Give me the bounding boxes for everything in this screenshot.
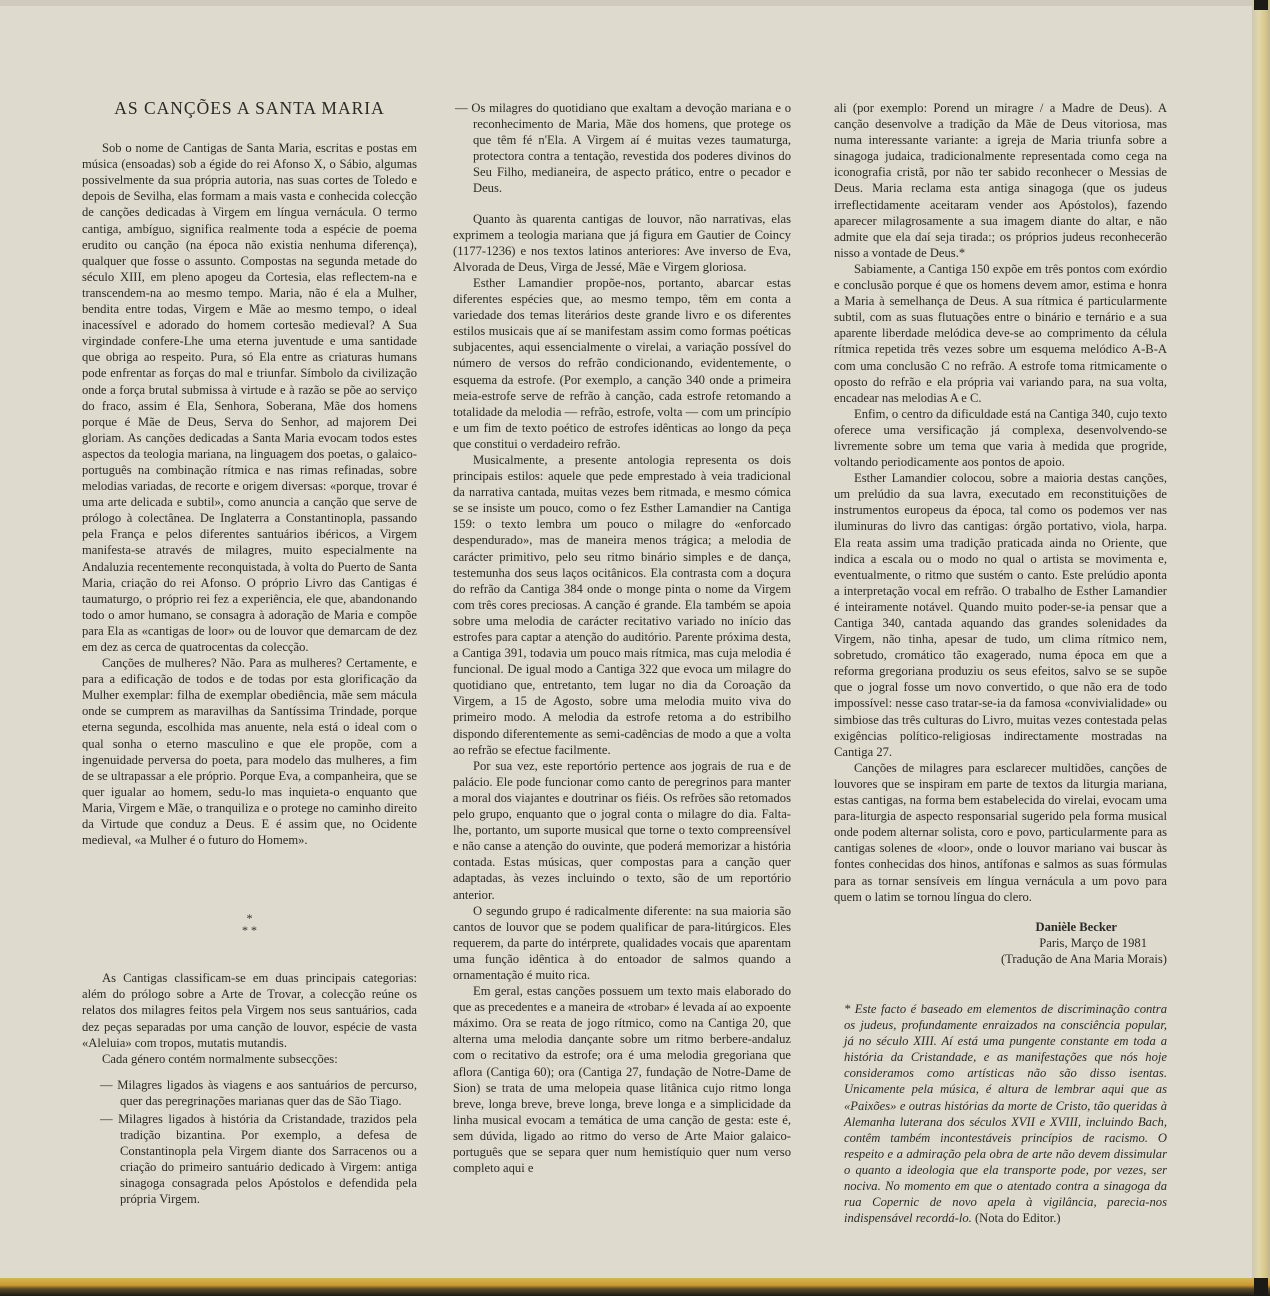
author-name: Danièle Becker (1035, 919, 1117, 934)
footnote-text: * Este facto é baseado em elementos de discriminação contra os judeus, profundamente enraizados na consciência popular, já no século XIII. Aí está uma pungente constante em toda a história da Cristandade, e as manifestações que nós hoje consideramos como artísticas não são disso isentas. Unicamente pela música, é altura de lembrar aqui que as «Paixões» e outras histórias da morte de Cristo, tão queridas à Alemanha luterana dos séculos XVII e XVIII, incluindo Bach, contêm também incontestáveis princípios de racismo. O respeito e a admiração pela obra de arte não devem dissimular o quanto a ideologia que ela transporte pode, por vezes, ser nociva. No momento em que o atentado contra a sinagoga da rua Copernic de novo apela à vigilância, parecia-nos indispensável recordá-lo. (844, 1001, 1167, 1226)
paragraph: Esther Lamandier propõe-nos, portanto, abarcar estas diferentes espécies que, ao mesmo tempo, têm em conta a variedade dos temas literários deste grande livro e os diferentes estilos musicais que aí se manifestam assim como formas poéticas subjacentes, aqui essencialmente o virelai, a variação possível do número de versos do refrão condicionando, evidentemente, o esquema da estrofe. (Por exemplo, a canção 340 onde a primeira meia-estrofe serve de refrão à canção, cada estrofe retomando a totalidade da melodia — refrão, estrofe, volta — com um princípio e um fim de texto poético de estrofes idênticas ao longo da peça que constitui o verdadeiro refrão. (453, 275, 791, 451)
paragraph: Musicalmente, a presente antologia representa os dois principais estilos: aquele que pede emprestado à veia tradicional da narrativa cantada, muitas vezes bem ritmada, e mesmo cómica se se insiste um pouco, como o fez Esther Lamandier na Cantiga 159: o texto lembra um pouco o milagre do «enforcado despendurado», mas de maneira menos trágica; a melodia de carácter primitivo, pelo seu ritmo binário simples e de dança, testemunha dos seus laços ocitânicos. Ela contrasta com a doçura do refrão da Cantiga 384 onde o monge pinta o nome da Virgem com três cores preciosas. A canção é grande. Ela também se apoia sobre uma melodia de carácter recitativo variado no início das estrofes para captar a atenção do auditório. Parente próxima desta, a Cantiga 391, todavia um pouco mais rítmica, mas cuja melodia é funcional. De igual modo a Cantiga 322 que evoca um milagre do quotidiano que, entretanto, tem lugar no dia da Coroação da Virgem, a 15 de Agosto, sobre uma melodia muito viva do primeiro modo. A melodia da estrofe retoma a do estribilho dispondo diferentemente as semi-cadências de modo a que a volta ao refrão se efectue facilmente. (453, 452, 791, 757)
paragraph: Quanto às quarenta cantigas de louvor, não narrativas, elas exprimem a teologia mariana que já figura em Gautier de Coincy (1177-1236) e nos textos latinos anteriores: Ave inverso de Eva, Alvorada de Deus, Virga de Jessé, Mãe e Virgem gloriosa. (453, 211, 791, 274)
paragraph: Esther Lamandier colocou, sobre a maioria destas canções, um prelúdio da sua lavra, executado em reconstituições de instrumentos europeus da época, tal como os podemos ver nas iluminuras do livro das cantigas: órgão portativo, viola, harpa. Ela reata assim uma tradição praticada ainda no Oriente, que indica a escala ou o modo no qual o artista se movimenta e, eventualmente, o ritmo que sustém o canto. Este prelúdio aponta a interpretação vocal em refrão. O trabalho de Esther Lamandier é inteiramente notável. Quando muito poder-se-ia pensar que a Cantiga 340, cantada aquando das grandes solenidades da Virgem, não tinha, apesar de tudo, um clima rítmico nem, sobretudo, cromático tão exagerado, numa época em que a reforma gregoriana produziu os seus efeitos, salvo se se supõe que o jogral fosse um novo convertido, o que não era de todo impossível: nesse caso tratar-se-ia da famosa «convivialidade» ou simbiose das três culturas do Livro, muitas vezes contestada pelas exigências político-religiosas indirectamente mostradas na Cantiga 27. (834, 471, 1167, 759)
scan-top-edge (0, 0, 1270, 6)
paragraph: Sabiamente, a Cantiga 150 expõe em três pontos com exórdio e conclusão porque é que os homens devem amor, estima e honra a Maria à semelhança de Deus. A sua rítmica é particularmente subtil, com as suas flutuações entre o binário e ternário e a sua aparente liberdade melódica deve-se ao comprimento da célula rítmica repetida três vezes sobre um esquema melódico A-B-A com uma conclusão C no refrão. A estrofe toma ritmicamente o oposto do refrão e ela própria vai variando para, na sua volta, encadear nas melodias A e C. (834, 261, 1167, 405)
footnote-attribution: (Nota do Editor.) (974, 1211, 1061, 1226)
paragraph: Canções de mulheres? Não. Para as mulheres? Certamente, e para a edificação de todos e de todas por esta glorificação da Mulher exemplar: filha de exemplar obediência, mãe sem mácula onde se cumprem as maravilhas da Santíssima Trindade, porque eterna segunda, escolhida mas anuente, nela está o ideal com o qual sonha o eterno masculino e que ele propõe, com a ingenuidade perversa do poeta, para modelo das mulheres, a fim de se ultrapassar a ele próprio. Porque Eva, a companheira, que se quer igualar ao homem, sedu-lo mas inquieta-o enquanto que Maria, Virgem e Mãe, o tranquiliza e o protege no caminho direito da Virtude que conduz a Deus. E é assim que, no Ocidente medieval, «a Mulher é o futuro do Homem». (82, 656, 417, 848)
editor-footnote (834, 1001, 1167, 1226)
section-divider-asterisks (82, 912, 417, 936)
subsection-list (82, 1077, 417, 1208)
paragraph: Sob o nome de Cantigas de Santa Maria, escritas e postas em música (ensoadas) sob a égide do rei Afonso X, o Sábio, algumas possivelmente da sua própria autoria, nas suas cortes de Toledo e depois de Sevilha, elas formam a mais vasta e conhecida colecção de canções dedicadas à Virgem em língua vernácula. O termo cantiga, ambíguo, significa realmente toda a espécie de poema erudito ou canção (na época não existia nenhuma diferença), qualquer que fosse o assunto. Compostas na segunda metade do século XIII, em pleno apogeu da Cortesia, elas reflectem-na e transcendem-na ao mesmo tempo. Maria, não é ela a Mulher, bendita entre todas, Virgem e Mãe ao mesmo tempo, o ideal inacessível e adorado do homem cortesão medieval? A Sua virgindade confere-Lhe uma eterna juventude e uma santidade que obriga ao respeito. Pura, só Ela entre as criaturas humans pode enfrentar as forças do mal e triunfar. Símbolo da civilização onde a força brutal submissa à virtude e à razão se põe ao serviço do fraco, assim é Ela, Senhora, Soberana, Mãe dos homens porque é Mãe de Deus, Serva do Senhor, ad majorem Dei gloriam. As canções dedicadas a Santa Maria evocam todos estes aspectos da teologia mariana, na linguagem dos poetas, o galaico-português na combinação rítmica e nas rimas refinadas, sobre melodias variadas, de recorte e origem diversas: «porque, trovar é uma arte delicada e subtil», como anuncia a canção que serve de prólogo à colectânea. De Inglaterra a Constantinopla, passando pela França e pelos diferentes santuários ibéricos, a Virgem manifesta-se através de milagres, muito especialmente na Andaluzia recentemente reconquistada, à volta do Puerto de Santa Maria, criação do rei Afonso. O próprio Livro das Cantigas é taumaturgo, o próprio rei fez a experiência, ele que, abandonando todo o amor humano, se consagra à adoração de Maria e compõe para Ela as «cantigas de loor» ou de louvor que demarcam de dez em dez as cerca de quatrocentas da colecção. (82, 141, 417, 654)
list-item: — Os milagres do quotidiano que exaltam a devoção mariana e o reconhecimento de Maria, Mãe dos homens, que protege os que têm fé n'Ela. A Virgem aí é muitas vezes taumaturga, protectora contra a tentação, revestida dos poderes divinos do Seu Filho, medianeira, de aspecto prático, entre o pecador e Deus. (455, 101, 791, 196)
signature-block (834, 919, 1167, 967)
scan-corner-mark-top (1254, 0, 1268, 10)
divider-stars-bottom: * * (242, 923, 257, 938)
article-title: AS CANÇÕES A SANTA MARIA (114, 98, 385, 118)
divider-star-top: * (246, 911, 253, 926)
text-column-1 (82, 100, 417, 1208)
paragraph: Enfim, o centro da dificuldade está na Cantiga 340, cujo texto oferece uma versificação já complexa, desenvolvendo-se livremente sobre um tema que varia à medida que progride, voltando periodicamente aos pontos de apoio. (834, 406, 1167, 470)
text-column-3 (834, 100, 1167, 1226)
scan-bottom-edge (0, 1278, 1270, 1296)
text-column-2 (453, 100, 791, 1176)
paragraph: Canções de milagres para esclarecer multidões, canções de louvores que se inspiram em parte de textos da liturgia mariana, estas cantigas, na forma bem estabelecida do virelai, evocam uma para-liturgia de aspecto responsarial sugerido pela forma musical onde podem alternar solista, coro e povo, particularmente para as cantigas solenes de «loor», onde o louvor mariano vai buscar às fontes conhecidas dos hinos, antífonas e salmos as suas fórmulas para as tornar sensíveis em língua vernácula a um povo para quem o latim se tornou língua do clero. (834, 760, 1167, 904)
translation-credit: (Tradução de Ana Maria Morais) (1000, 951, 1167, 966)
scan-corner-mark-bottom (1254, 1278, 1268, 1296)
paragraph: Cada género contém normalmente subsecções: (102, 1051, 338, 1066)
place-date: Paris, Março de 1981 (1039, 935, 1147, 950)
paragraph: ali (por exemplo: Porend un miragre / a Madre de Deus). A canção desenvolve a tradição da Mãe de Deus vitoriosa, mas numa interessante variante: a igreja de Maria triunfa sobre a sinagoga judaica, tradicionalmente representada como cega na iconografia cristã, por não ter sabido reconhecer o Messias de Deus. Maria reclama esta antiga sinagoga (que os judeus irreflectidamente aceitaram vender aos Apóstolos), fazendo aparecer milagrosamente a sua imagem diante do altar, e não admite que ela daí seja tirada:; os próprios judeus reconhecerão nisso a vontade de Deus.* (834, 101, 1167, 260)
paragraph: Por sua vez, este reportório pertence aos jograis de rua e de palácio. Ele pode funcionar como canto de peregrinos para manter a moral dos viajantes e doutrinar os fiéis. Os refrões são retomados pelo grupo, enquanto que o jogral conta o milagre do dia. Falta-lhe, portanto, um suporte musical que torne o texto compreensível e não canse a atenção do ouvinte, que poderá memorizar a história contada. Estas músicas, quer compostas para a canção quer adaptadas, às vezes incluindo o texto, são de um reportório anterior. (453, 758, 791, 902)
paragraph: Em geral, estas canções possuem um texto mais elaborado do que as precedentes e a maneira de «trobar» é levada aí ao expoente máximo. Ora se reata de jogo rítmico, como na Cantiga 20, que alterna uma melodia dançante sobre um ritmo berbere-andaluz com o recitativo da estrofe; ora é uma melodia gregoriana que aflora (Cantiga 60); ora (Cantiga 27, fundação de Notre-Dame de Sion) se trata de uma melopeia quase litânica cujo ritmo longa breve, longa breve, breve longa, breve longa e a simplicidade da linha musical evocam a temática de uma canção de gesta: este é, sem dúvida, ligado ao ritmo do verso de Arte Maior galaico-português que se separa quer num hemistíquio quer num verso completo aqui e (453, 984, 791, 1176)
scan-right-edge (1252, 0, 1270, 1296)
list-item: — Milagres ligados às viagens e aos santuários de percurso, quer das peregrinações marianas quer das de São Tiago. (100, 1077, 417, 1108)
list-item: — Milagres ligados à história da Cristandade, trazidos pela tradição bizantina. Por exemplo, a defesa de Constantinopla pela Virgem diante dos Sarracenos ou a criação do primeiro santuário dedicado à Virgem: antiga sinagoga consagrada pelos Apóstolos e defendida pela própria Virgem. (100, 1111, 417, 1207)
paragraph: As Cantigas classificam-se em duas principais categorias: além do prólogo sobre a Arte de Trovar, a colecção reúne os relatos dos milagres feitos pela Virgem nos seus santuários, cada dez peças separadas por uma canção de louvor, espécie de vasta «Aleluia» com tropos, mutatis mutandis. (82, 971, 417, 1050)
paragraph: O segundo grupo é radicalmente diferente: na sua maioria são cantos de louvor que se podem qualificar de para-litúrgicos. Eles requerem, da parte do intérprete, qualidades vocais que aparentam uma função idêntica à do entoador de salmos quando a ornamentação é muito rica. (453, 903, 791, 982)
